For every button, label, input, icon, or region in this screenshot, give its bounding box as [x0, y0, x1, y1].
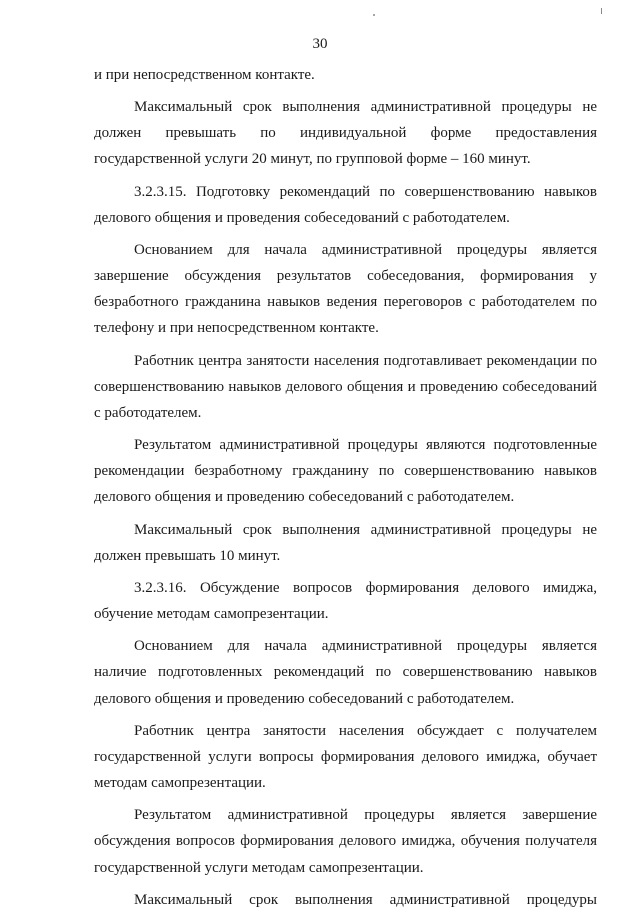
- paragraph: Максимальный срок выполнения административной процедуры не должен превышать 10 минут.: [94, 521, 597, 564]
- paragraph: Работник центра занятости населения обсуждает с получателем государственной услуги вопросы формирования делового имиджа, обучает методам самопрезентации.: [94, 722, 597, 792]
- paragraph: Результатом административной процедуры являются подготовленные рекомендации безработному гражданину по совершенствованию навыков делового общения и проведению собеседований с работодателем.: [94, 437, 597, 506]
- body-text: [94, 62, 597, 919]
- paragraph: Основанием для начала административной процедуры является наличие подготовленных рекомендаций по совершенствованию навыков делового общения и проведению собеседований с работодателем.: [94, 638, 597, 707]
- paragraph: Работник центра занятости населения подготавливает рекомендации по совершенствованию навыков делового общения и проведению собеседований с работодателем.: [94, 352, 597, 421]
- paragraph: Результатом административной процедуры является завершение обсуждения вопросов формирования делового имиджа, обучения получателя государственной услуги методам самопрезентации.: [94, 807, 597, 876]
- section-heading-3-2-3-16: 3.2.3.16. Обсуждение вопросов формирования делового имиджа, обучение методам самопрезентации.: [94, 580, 597, 623]
- page-number: 30: [312, 36, 328, 52]
- scan-speck: [601, 8, 602, 14]
- paragraph: и при непосредственном контакте.: [94, 67, 315, 83]
- paragraph: Основанием для начала административной процедуры является завершение обсуждения результатов собеседования, формирования у безработного гражданина навыков ведения переговоров с работодателем по телефону и при непосредственном контакте.: [94, 242, 597, 337]
- section-heading-3-2-3-15: 3.2.3.15. Подготовку рекомендаций по совершенствованию навыков делового общения и проведения собеседований с работодателем.: [94, 183, 597, 226]
- paragraph-continued: Максимальный срок выполнения административной процедуры: [134, 891, 597, 908]
- scan-speck: [373, 14, 375, 16]
- paragraph: Максимальный срок выполнения административной процедуры не должен превышать по индивидуальной форме предоставления государственной услуги 20 минут, по групповой форме – 160 минут.: [94, 99, 597, 168]
